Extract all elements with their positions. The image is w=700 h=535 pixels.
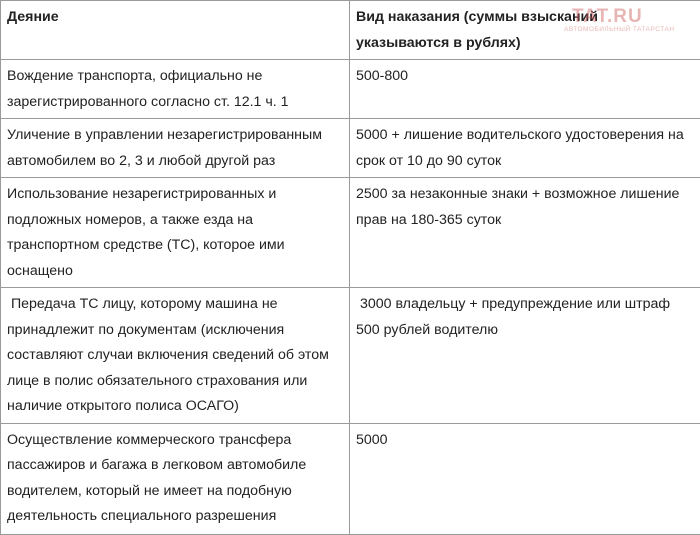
cell-penalty: 3000 владельцу + предупреждение или штраф 500 рублей водителю — [350, 288, 700, 424]
cell-act: Передача ТС лицу, которому машина не принадлежит по документам (исключения составляют случаи включения сведений об этом лице в полис обязательного страхования или наличие открытого полиса ОСАГО) — [1, 288, 350, 424]
cell-act: Уличение в управлении незарегистрированным автомобилем во 2, 3 и любой другой раз — [1, 119, 350, 178]
cell-penalty: 2500 за незаконные знаки + возможное лишение прав на 180-365 суток — [350, 178, 700, 288]
table-header-row — [1, 1, 700, 60]
cell-act: Осуществление коммерческого трансфера пассажиров и багажа в легковом автомобиле водителем, который не имеет на подобную деятельность специального разрешения — [1, 423, 350, 534]
watermark-logo-text: TAT.RU — [572, 6, 643, 28]
header-penalty: Вид наказания (суммы взысканий указываются в рублях) — [350, 1, 700, 60]
table-row — [1, 60, 700, 119]
cell-act: Использование незарегистрированных и подложных номеров, а также езда на транспортном средстве (ТС), которое ими оснащено — [1, 178, 350, 288]
cell-penalty: 5000 + лишение водительского удостоверения на срок от 10 до 90 суток — [350, 119, 700, 178]
watermark-subtitle: АВТОМОБИЛЬНЫЙ ТАТАРСТАН — [564, 26, 675, 33]
header-act: Деяние — [1, 1, 350, 60]
table-row — [1, 423, 700, 534]
cell-penalty: 5000 — [350, 423, 700, 534]
cell-penalty: 500-800 — [350, 60, 700, 119]
cell-act: Вождение транспорта, официально не зарегистрированного согласно ст. 12.1 ч. 1 — [1, 60, 350, 119]
table-row — [1, 178, 700, 288]
table-row — [1, 288, 700, 424]
table-row — [1, 119, 700, 178]
